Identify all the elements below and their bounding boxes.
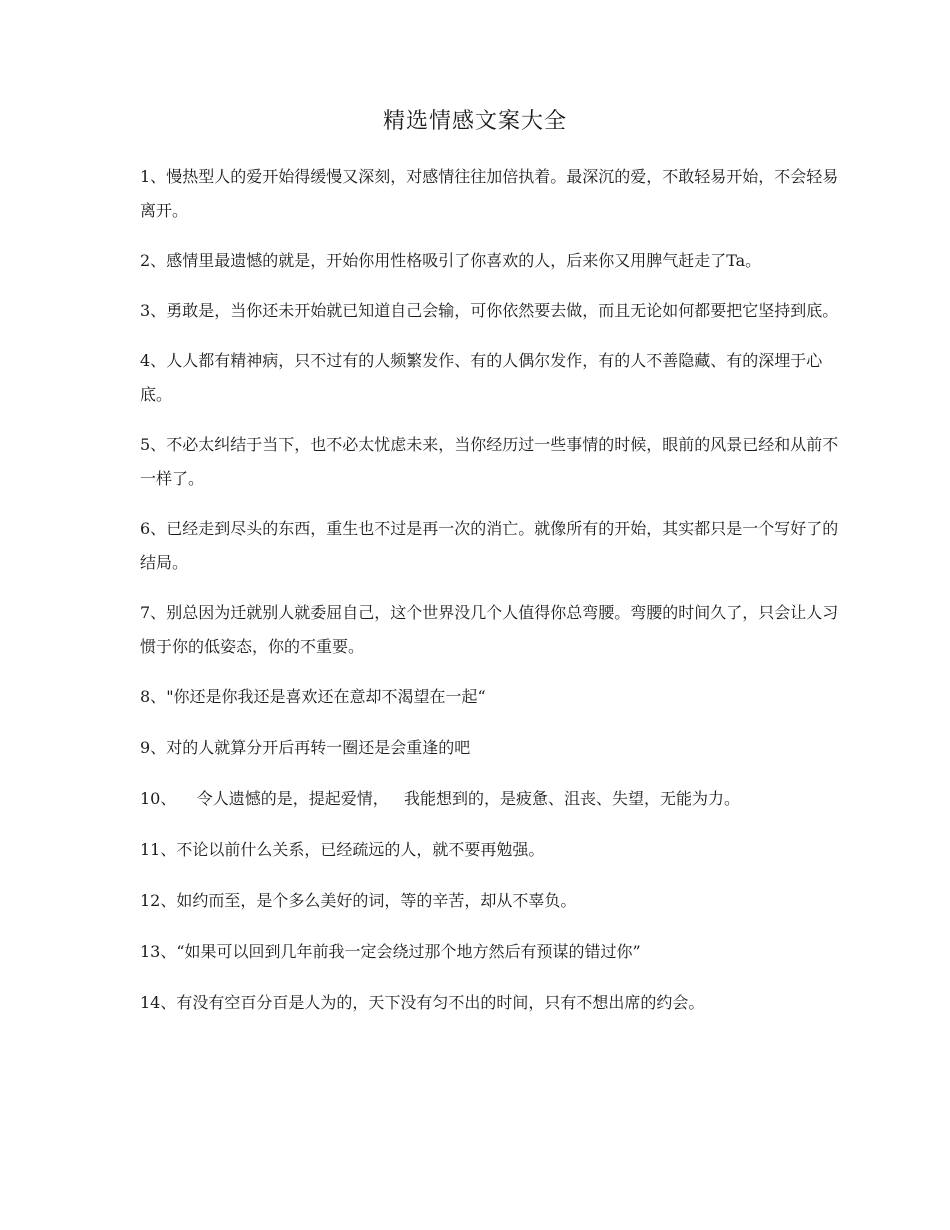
list-item <box>140 244 840 278</box>
list-item <box>140 428 840 496</box>
entry-number: 4、 <box>140 351 167 370</box>
entry-number: 14、 <box>140 993 177 1012</box>
list-item <box>140 680 840 714</box>
entry-text: 感情里最遗憾的就是，开始你用性格吸引了你喜欢的人，后来你又用脾气赶走了Ta。 <box>166 251 762 270</box>
list-item <box>140 782 840 816</box>
list-item <box>140 986 840 1020</box>
entry-text: 已经走到尽头的东西，重生也不过是再一次的消亡。就像所有的开始，其实都只是一个写好了的结局。 <box>140 519 839 572</box>
entry-text: 如约而至，是个多么美好的词，等的辛苦，却从不辜负。 <box>176 891 577 910</box>
entry-text: 令人遗憾的是，提起爱情， 我能想到的，是疲惫、沮丧、失望，无能为力。 <box>176 789 740 808</box>
entry-number: 2、 <box>140 251 167 270</box>
entry-number: 5、 <box>140 435 167 454</box>
entry-text: 有没有空百分百是人为的，天下没有匀不出的时间，只有不想出席的约会。 <box>176 993 705 1012</box>
entry-number: 9、 <box>140 738 167 757</box>
entry-text: 对的人就算分开后再转一圈还是会重逢的吧 <box>166 738 471 757</box>
entry-text: 慢热型人的爱开始得缓慢又深刻，对感情往往加倍执着。最深沉的爱，不敢轻易开始，不会轻易离开。 <box>140 167 839 220</box>
entry-number: 6、 <box>140 519 167 538</box>
entry-number: 1、 <box>140 167 167 186</box>
entry-text: 别总因为迁就别人就委屈自己，这个世界没几个人值得你总弯腰。弯腰的时间久了，只会让人习惯于你的低姿态，你的不重要。 <box>140 603 839 656</box>
entry-text: 不必太纠结于当下，也不必太忧虑未来，当你经历过一些事情的时候，眼前的风景已经和从前不一样了。 <box>140 435 839 488</box>
entry-number: 7、 <box>140 603 167 622</box>
list-item <box>140 344 840 412</box>
list-item <box>140 833 840 867</box>
entry-text: 不论以前什么关系，已经疏远的人，就不要再勉强。 <box>176 840 545 859</box>
document-title: 精选情感文案大全 <box>382 109 567 134</box>
entry-number: 13、 <box>140 942 177 961</box>
entry-number: 12、 <box>140 891 177 910</box>
list-item <box>140 512 840 580</box>
entry-number: 10、 <box>140 789 177 808</box>
list-item <box>140 294 840 328</box>
list-item <box>140 160 840 228</box>
list-item <box>140 935 840 969</box>
entry-number: 11、 <box>140 840 177 859</box>
list-item <box>140 731 840 765</box>
entry-text: "你还是你我还是喜欢还在意却不渴望在一起“ <box>166 687 486 706</box>
entry-text: “如果可以回到几年前我一定会绕过那个地方然后有预谋的错过你” <box>176 942 641 961</box>
list-item <box>140 884 840 918</box>
entry-list <box>140 160 840 1037</box>
entry-text: 人人都有精神病，只不过有的人频繁发作、有的人偶尔发作，有的人不善隐藏、有的深埋于心底。 <box>140 351 823 404</box>
entry-text: 勇敢是，当你还未开始就已知道自己会输，可你依然要去做，而且无论如何都要把它坚持到底。 <box>166 301 839 320</box>
list-item <box>140 596 840 664</box>
entry-number: 3、 <box>140 301 167 320</box>
entry-number: 8、 <box>140 687 167 706</box>
